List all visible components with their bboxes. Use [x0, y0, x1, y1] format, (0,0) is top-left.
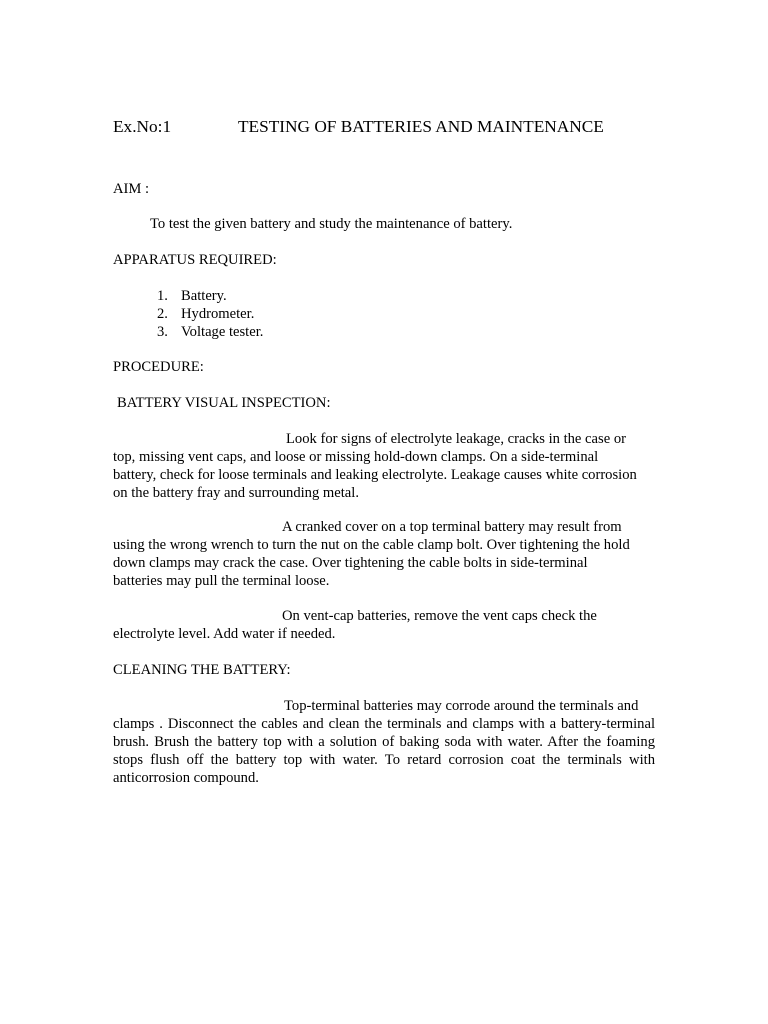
list-item-label: Battery. — [181, 288, 227, 304]
apparatus-list — [157, 287, 263, 341]
paragraph-line: anticorrosion compound. — [113, 770, 259, 786]
aim-text: To test the given battery and study the maintenance of battery. — [150, 216, 513, 232]
paragraph-line: electrolyte level. Add water if needed. — [113, 626, 336, 642]
paragraph-line: down clamps may crack the case. Over tightening the cable bolts in side-terminal — [113, 555, 588, 571]
paragraph-line: Look for signs of electrolyte leakage, cracks in the case or — [286, 431, 626, 447]
list-item-number: 1. — [157, 288, 168, 304]
list-item-label: Voltage tester. — [181, 324, 264, 340]
paragraph-line: batteries may pull the terminal loose. — [113, 573, 330, 589]
paragraph-line: A cranked cover on a top terminal battery may result from — [282, 519, 622, 535]
paragraph-line: on the battery fray and surrounding metal. — [113, 485, 359, 501]
list-item — [157, 305, 263, 323]
visual-inspection-paragraph-2 — [113, 518, 655, 590]
visual-inspection-paragraph-1 — [113, 430, 655, 502]
paragraph-line: brush. Brush the battery top with a solution of baking soda with water. After the foaming — [113, 734, 655, 750]
list-item-number: 2. — [157, 306, 168, 322]
list-item-number: 3. — [157, 324, 168, 340]
procedure-heading: PROCEDURE: — [113, 359, 204, 375]
paragraph-line: stops flush off the battery top with water. To retard corrosion coat the terminals with — [113, 752, 655, 768]
apparatus-heading: APPARATUS REQUIRED: — [113, 252, 277, 268]
paragraph-line: using the wrong wrench to turn the nut on the cable clamp bolt. Over tightening the hold — [113, 537, 630, 553]
paragraph-line: battery, check for loose terminals and leaking electrolyte. Leakage causes white corrosion — [113, 467, 637, 483]
visual-inspection-heading: BATTERY VISUAL INSPECTION: — [117, 395, 331, 411]
document-title: TESTING OF BATTERIES AND MAINTENANCE — [238, 117, 604, 136]
list-item-label: Hydrometer. — [181, 306, 255, 322]
aim-heading: AIM : — [113, 181, 150, 197]
cleaning-heading: CLEANING THE BATTERY: — [113, 662, 291, 678]
visual-inspection-paragraph-3 — [113, 607, 655, 643]
paragraph-line: On vent-cap batteries, remove the vent caps check the — [282, 608, 597, 624]
paragraph-line: Top-terminal batteries may corrode around the terminals and — [284, 698, 639, 714]
cleaning-paragraph — [113, 697, 655, 787]
paragraph-line: clamps . Disconnect the cables and clean the terminals and clamps with a battery-terminal — [113, 716, 655, 732]
list-item — [157, 323, 263, 341]
paragraph-line: top, missing vent caps, and loose or missing hold-down clamps. On a side-terminal — [113, 449, 599, 465]
exercise-number: Ex.No:1 — [113, 117, 172, 136]
list-item — [157, 287, 263, 305]
